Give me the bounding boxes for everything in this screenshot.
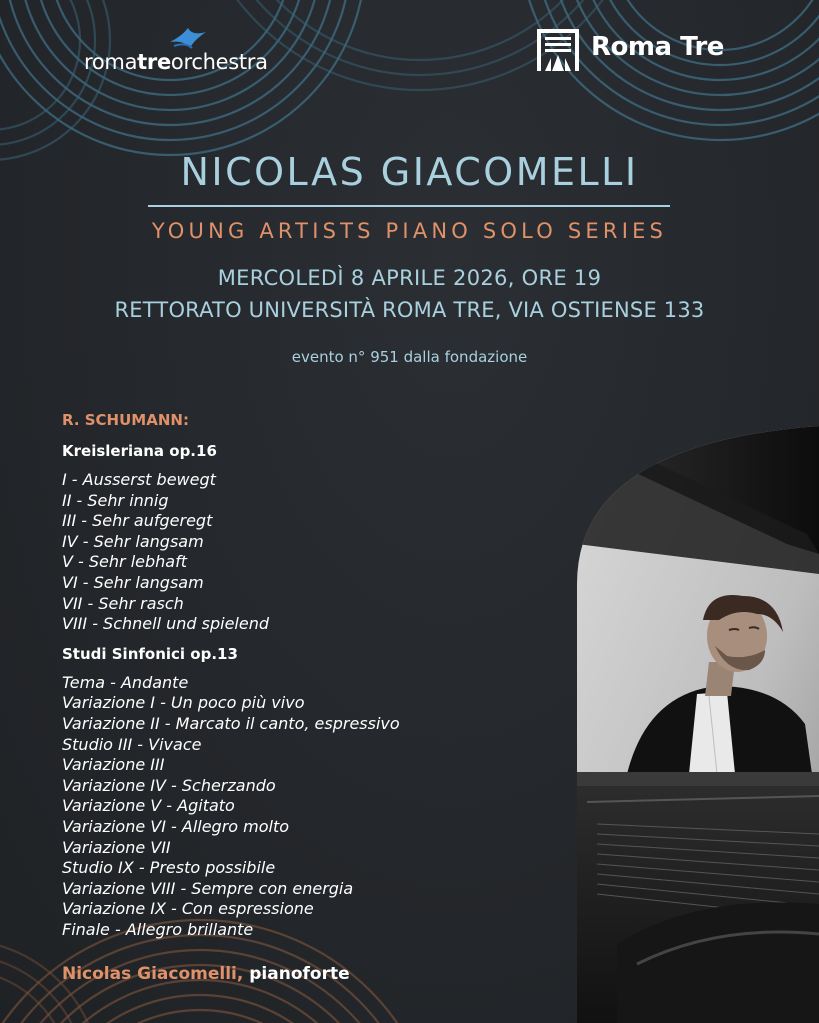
movement-item: V - Sehr lebhaft [62, 552, 187, 572]
orchestra-logo-text: romatreorchestra [84, 50, 268, 74]
performer-name: Nicolas Giacomelli, [62, 964, 244, 984]
movement-item: Variazione VIII - Sempre con energia [62, 878, 354, 898]
movement-item: Variazione I - Un poco più vivo [62, 693, 305, 713]
performer-instrument: pianoforte [249, 964, 350, 984]
movement-item: Variazione III [62, 755, 165, 775]
movement-item: III - Sehr aufgeregt [62, 511, 213, 531]
event-number-note: evento n° 951 dalla fondazione [291, 348, 528, 366]
movement-item: Studio III - Vivace [62, 734, 202, 754]
movement-item: Variazione VI - Allegro molto [62, 816, 290, 836]
movement-item: Variazione VII [62, 837, 171, 857]
movement-item: IV - Sehr langsam [62, 531, 204, 551]
series-subtitle: YOUNG ARTISTS PIANO SOLO SERIES [151, 219, 668, 243]
program [62, 410, 582, 948]
movement-item: Tema - Andante [62, 672, 189, 692]
bird-wave-icon [168, 26, 208, 52]
movement-item: VI - Sehr langsam [62, 572, 204, 592]
movement-item: Variazione II - Marcato il canto, espressivo [62, 713, 400, 733]
movement-item: Variazione V - Agitato [62, 796, 235, 816]
work-title-kreisleriana: Kreisleriana op.16 [62, 442, 217, 460]
movement-list-kreisleriana [62, 470, 582, 635]
event-title: NICOLAS GIACOMELLI [180, 150, 639, 194]
event-date: MERCOLEDÌ 8 APRILE 2026, ORE 19 [217, 266, 602, 290]
orchestra-logo [84, 26, 314, 78]
movement-item: VIII - Schnell und spielend [62, 614, 269, 634]
title-divider [148, 205, 670, 207]
arch-building-icon [536, 28, 580, 72]
composer-name: R. SCHUMANN: [62, 411, 189, 429]
movement-list-studi-sinfonici [62, 673, 582, 941]
movement-item: II - Sehr innig [62, 490, 169, 510]
movement-item: Variazione IX - Con espressione [62, 899, 314, 919]
university-logo-text: Roma Tre [591, 32, 724, 62]
movement-item: I - Ausserst bewegt [62, 470, 216, 489]
movement-item: VII - Sehr rasch [62, 593, 184, 613]
movement-item: Studio IX - Presto possibile [62, 858, 276, 878]
pianist-photo [577, 424, 819, 1023]
work-title-studi-sinfonici: Studi Sinfonici op.13 [62, 644, 238, 663]
movement-item: Finale - Allegro brillante [62, 919, 254, 939]
performer-credit [62, 964, 350, 984]
movement-item: Variazione IV - Scherzando [62, 775, 276, 795]
event-venue: RETTORATO UNIVERSITÀ ROMA TRE, VIA OSTIENSE 133 [114, 298, 705, 322]
